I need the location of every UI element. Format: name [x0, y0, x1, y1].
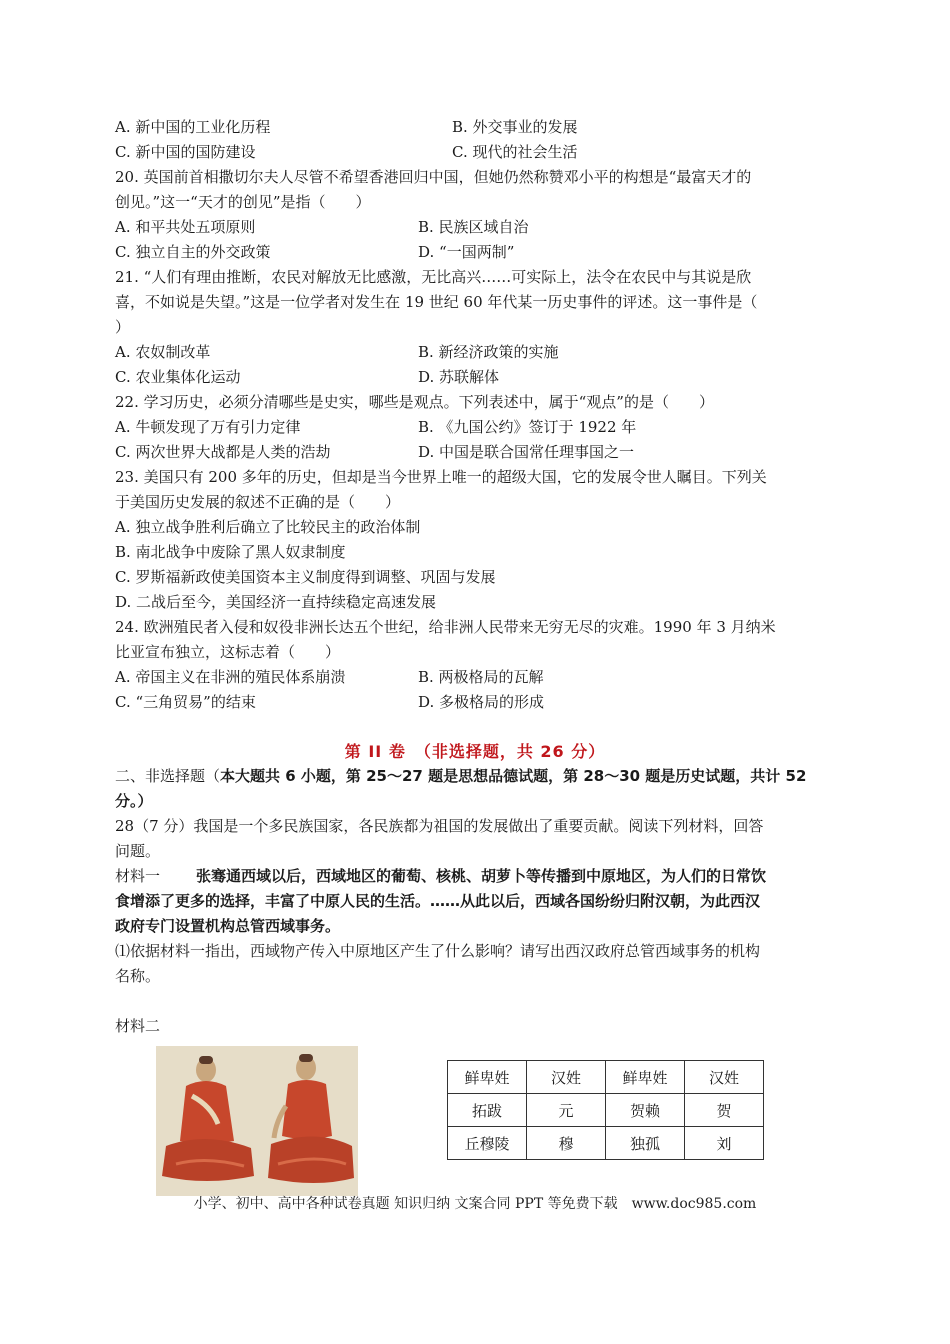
q22-option-a: A. 牛顿发现了万有引力定律 — [115, 418, 301, 436]
material-one-line1 — [115, 866, 766, 886]
q28-sub1-line2: 名称。 — [115, 967, 161, 985]
q20-stem-line1: 20. 英国前首相撒切尔夫人尽管不希望香港回归中国，但她仍然称赞邓小平的构想是“最富天才的 — [115, 168, 752, 186]
q20-option-c: C. 独立自主的外交政策 — [115, 243, 271, 261]
q24-stem-line2: 比亚宣布独立，这标志着（ ） — [115, 643, 341, 661]
part-two-intro-bold: 本大题共 6 小题，第 25～27 题是思想品德试题，第 28～30 题是历史试题，共计 52 — [220, 767, 807, 785]
q20-option-d: D. “一国两制” — [418, 243, 515, 261]
table-cell: 贺 — [685, 1094, 764, 1127]
table-cell: 独孤 — [606, 1127, 685, 1160]
q20-stem-line2: 创见。”这一“天才的创见”是指（ ） — [115, 193, 371, 211]
part-two-title: 第 II 卷 （非选择题，共 26 分） — [344, 742, 606, 761]
q22-option-d: D. 中国是联合国常任理事国之一 — [418, 443, 635, 461]
q20-option-b: B. 民族区域自治 — [418, 218, 529, 236]
figurines-photo — [156, 1046, 358, 1196]
q19-option-b: B. 外交事业的发展 — [452, 118, 578, 136]
q21-option-b: B. 新经济政策的实施 — [418, 343, 559, 361]
q21-option-a: A. 农奴制改革 — [115, 343, 211, 361]
table-header-cell: 汉姓 — [527, 1061, 606, 1094]
q24-option-a: A. 帝国主义在非洲的殖民体系崩溃 — [115, 668, 346, 686]
table-row — [448, 1094, 764, 1127]
table-cell: 拓跋 — [448, 1094, 527, 1127]
table-cell: 元 — [527, 1094, 606, 1127]
q21-stem-line3: ） — [115, 318, 131, 336]
table-cell: 刘 — [685, 1127, 764, 1160]
table-header-cell: 汉姓 — [685, 1061, 764, 1094]
q23-option-a: A. 独立战争胜利后确立了比较民主的政治体制 — [115, 518, 421, 536]
q23-stem-line1: 23. 美国只有 200 多年的历史，但却是当今世界上唯一的超级大国，它的发展令世人瞩目。下列关 — [115, 468, 767, 486]
table-cell: 丘穆陵 — [448, 1127, 527, 1160]
q28-sub1-line1: ⑴依据材料一指出，西域物产传入中原地区产生了什么影响？请写出西汉政府总管西域事务的机构 — [115, 942, 761, 960]
q24-option-d: D. 多极格局的形成 — [418, 693, 545, 711]
q21-stem-line1: 21. “人们有理由推断，农民对解放无比感激，无比高兴……可实际上，法令在农民中与其说是欣 — [115, 268, 752, 286]
q28-stem-line2: 问题。 — [115, 842, 161, 860]
material-one-label: 材料一 — [115, 867, 161, 885]
page-footer: 小学、初中、高中各种试卷真题 知识归纳 文案合同 PPT 等免费下载 www.doc985.com — [193, 1196, 757, 1212]
material-one-line2: 食增添了更多的选择，丰富了中原人民的生活。……从此以后，西域各国纷纷归附汉朝，为此西汉 — [115, 892, 761, 910]
q20-option-a: A. 和平共处五项原则 — [115, 218, 256, 236]
q22-stem-line1: 22. 学习历史，必须分清哪些是史实，哪些是观点。下列表述中，属于“观点”的是（ ） — [115, 393, 714, 411]
table-header-cell: 鲜卑姓 — [606, 1061, 685, 1094]
table-header-row — [448, 1061, 764, 1094]
q23-option-b: B. 南北战争中废除了黑人奴隶制度 — [115, 543, 346, 561]
table-cell: 贺赖 — [606, 1094, 685, 1127]
q21-option-d: D. 苏联解体 — [418, 368, 500, 386]
q24-stem-line1: 24. 欧洲殖民者入侵和奴役非洲长达五个世纪，给非洲人民带来无穷无尽的灾难。1990 年 3 月纳米 — [115, 618, 776, 636]
part-two-intro — [115, 766, 806, 786]
q21-stem-line2: 喜，不如说是失望。”这是一位学者对发生在 19 世纪 60 年代某一历史事件的评述。这一事件是（ — [115, 293, 758, 311]
q23-option-c: C. 罗斯福新政使美国资本主义制度得到调整、巩固与发展 — [115, 568, 496, 586]
q19-option-a: A. 新中国的工业化历程 — [115, 118, 271, 136]
q22-option-b: B. 《九国公约》签订于 1922 年 — [418, 418, 637, 436]
q21-option-c: C. 农业集体化运动 — [115, 368, 241, 386]
q23-option-d: D. 二战后至今，美国经济一直持续稳定高速发展 — [115, 593, 437, 611]
part-two-intro-prefix: 二、非选择题（ — [115, 767, 221, 785]
table-cell: 穆 — [527, 1127, 606, 1160]
part-two-intro-line2: 分。） — [115, 792, 153, 810]
q22-option-c: C. 两次世界大战都是人类的浩劫 — [115, 443, 331, 461]
q19-option-d: C. 现代的社会生活 — [452, 143, 578, 161]
q23-stem-line2: 于美国历史发展的叙述不正确的是（ ） — [115, 493, 401, 511]
q28-stem-line1: 28（7 分）我国是一个多民族国家，各民族都为祖国的发展做出了重要贡献。阅读下列材料，回答 — [115, 817, 764, 835]
q24-option-c: C. “三角贸易”的结束 — [115, 693, 256, 711]
surname-table — [447, 1060, 764, 1160]
material-two-label: 材料二 — [115, 1017, 161, 1035]
q24-option-b: B. 两极格局的瓦解 — [418, 668, 544, 686]
material-one-text: 张骞通西域以后，西域地区的葡萄、核桃、胡萝卜等传播到中原地区，为人们的日常饮 — [196, 867, 767, 885]
q19-option-c: C. 新中国的国防建设 — [115, 143, 256, 161]
table-header-cell: 鲜卑姓 — [448, 1061, 527, 1094]
material-one-line3: 政府专门设置机构总管西域事务。 — [115, 917, 341, 935]
table-row — [448, 1127, 764, 1160]
